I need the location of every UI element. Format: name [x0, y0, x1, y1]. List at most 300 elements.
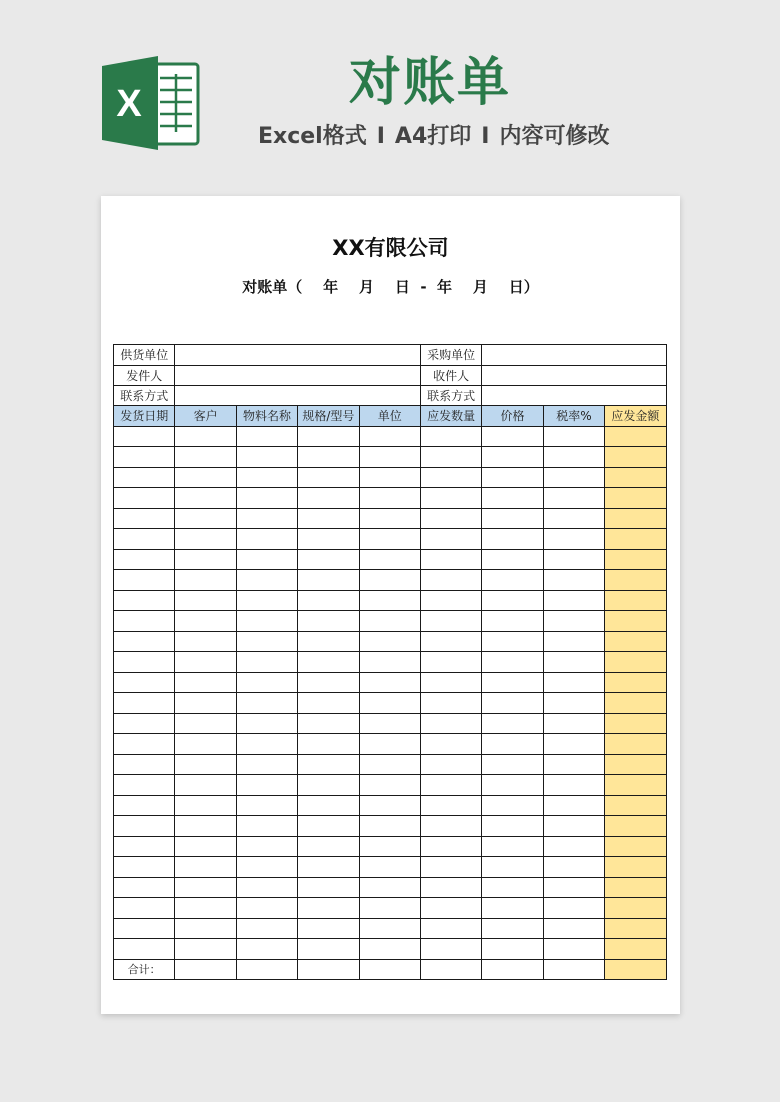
- table-cell[interactable]: [359, 693, 420, 714]
- table-cell[interactable]: [236, 426, 297, 447]
- table-cell[interactable]: [359, 775, 420, 796]
- table-row: [114, 631, 667, 652]
- table-cell[interactable]: [605, 939, 666, 960]
- table-cell[interactable]: [114, 549, 175, 570]
- table-cell[interactable]: [605, 590, 666, 611]
- column-header: 单位: [359, 406, 420, 427]
- info-value-field[interactable]: [482, 386, 666, 407]
- logo-letter: X: [116, 83, 142, 125]
- table-cell[interactable]: [543, 426, 604, 447]
- table-cell[interactable]: [298, 447, 359, 468]
- table-cell[interactable]: [298, 877, 359, 898]
- table-cell[interactable]: [543, 693, 604, 714]
- table-cell[interactable]: [605, 611, 666, 632]
- table-cell[interactable]: [298, 631, 359, 652]
- table-cell[interactable]: [114, 836, 175, 857]
- table-cell[interactable]: [114, 754, 175, 775]
- table-cell[interactable]: [114, 816, 175, 837]
- table-row: [114, 611, 667, 632]
- table-cell[interactable]: [175, 775, 236, 796]
- column-header: 税率%: [543, 406, 604, 427]
- table-cell[interactable]: [175, 426, 236, 447]
- table-cell[interactable]: [298, 488, 359, 509]
- table-cell[interactable]: [236, 775, 297, 796]
- table-cell[interactable]: [114, 590, 175, 611]
- table-cell[interactable]: [175, 939, 236, 960]
- table-cell[interactable]: [420, 467, 481, 488]
- table-cell[interactable]: [298, 611, 359, 632]
- table-cell[interactable]: [420, 672, 481, 693]
- table-cell[interactable]: [236, 713, 297, 734]
- table-cell[interactable]: [543, 836, 604, 857]
- table-cell[interactable]: [114, 795, 175, 816]
- table-cell[interactable]: [298, 693, 359, 714]
- table-cell[interactable]: [482, 918, 543, 939]
- table-cell[interactable]: [543, 816, 604, 837]
- table-row: [114, 775, 667, 796]
- info-value-field[interactable]: [482, 365, 666, 386]
- table-row: [114, 570, 667, 591]
- table-cell[interactable]: [482, 877, 543, 898]
- subtitle: [258, 122, 658, 152]
- table-cell[interactable]: [175, 447, 236, 468]
- table-cell[interactable]: [420, 775, 481, 796]
- table-cell[interactable]: [605, 426, 666, 447]
- table-cell[interactable]: [420, 898, 481, 919]
- table-cell[interactable]: [605, 672, 666, 693]
- table-cell[interactable]: [175, 631, 236, 652]
- table-cell[interactable]: [420, 549, 481, 570]
- table-cell[interactable]: [359, 488, 420, 509]
- table-cell[interactable]: [359, 857, 420, 878]
- total-cell[interactable]: [359, 959, 420, 980]
- table-cell[interactable]: [420, 754, 481, 775]
- table-cell[interactable]: [482, 508, 543, 529]
- table-cell[interactable]: [298, 898, 359, 919]
- table-cell[interactable]: [359, 939, 420, 960]
- table-cell[interactable]: [420, 857, 481, 878]
- column-header-row: [114, 406, 667, 427]
- table-cell[interactable]: [605, 713, 666, 734]
- table-cell[interactable]: [482, 816, 543, 837]
- table-cell[interactable]: [605, 467, 666, 488]
- table-cell[interactable]: [482, 652, 543, 673]
- table-cell[interactable]: [114, 918, 175, 939]
- table-cell[interactable]: [482, 898, 543, 919]
- table-cell[interactable]: [359, 734, 420, 755]
- table-row: [114, 652, 667, 673]
- table-cell[interactable]: [420, 590, 481, 611]
- table-cell[interactable]: [175, 713, 236, 734]
- info-value-field[interactable]: [175, 345, 421, 366]
- table-cell[interactable]: [605, 775, 666, 796]
- table-cell[interactable]: [482, 570, 543, 591]
- table-cell[interactable]: [175, 836, 236, 857]
- table-cell[interactable]: [236, 611, 297, 632]
- info-label: 联系方式: [420, 386, 481, 407]
- table-cell[interactable]: [482, 488, 543, 509]
- banner: [0, 0, 780, 196]
- table-cell[interactable]: [543, 795, 604, 816]
- table-cell[interactable]: [359, 652, 420, 673]
- table-cell[interactable]: [543, 939, 604, 960]
- table-cell[interactable]: [420, 508, 481, 529]
- table-cell[interactable]: [605, 816, 666, 837]
- info-value-field[interactable]: [175, 386, 421, 407]
- table-cell[interactable]: [359, 426, 420, 447]
- table-cell[interactable]: [420, 734, 481, 755]
- table-cell[interactable]: [175, 754, 236, 775]
- table-cell[interactable]: [175, 549, 236, 570]
- table-cell[interactable]: [236, 672, 297, 693]
- table-cell[interactable]: [482, 775, 543, 796]
- table-cell[interactable]: [420, 877, 481, 898]
- table-cell[interactable]: [359, 754, 420, 775]
- table-cell[interactable]: [605, 734, 666, 755]
- table-cell[interactable]: [605, 631, 666, 652]
- info-row: [114, 345, 667, 366]
- table-cell[interactable]: [175, 652, 236, 673]
- column-header: 价格: [482, 406, 543, 427]
- table-row: [114, 467, 667, 488]
- table-cell[interactable]: [359, 877, 420, 898]
- table-row: [114, 672, 667, 693]
- table-cell[interactable]: [298, 467, 359, 488]
- info-row: [114, 365, 667, 386]
- table-cell[interactable]: [420, 816, 481, 837]
- table-cell[interactable]: [298, 754, 359, 775]
- table-cell[interactable]: [236, 570, 297, 591]
- table-row: [114, 590, 667, 611]
- table-cell[interactable]: [605, 898, 666, 919]
- column-header: 应发数量: [420, 406, 481, 427]
- table-cell[interactable]: [605, 918, 666, 939]
- statement-table: [113, 405, 667, 980]
- table-cell[interactable]: [298, 734, 359, 755]
- table-cell[interactable]: [298, 529, 359, 550]
- table-cell[interactable]: [298, 652, 359, 673]
- total-cell[interactable]: [420, 959, 481, 980]
- table-cell[interactable]: [482, 693, 543, 714]
- table-row: [114, 734, 667, 755]
- table-cell[interactable]: [298, 816, 359, 837]
- table-cell[interactable]: [298, 672, 359, 693]
- table-cell[interactable]: [482, 939, 543, 960]
- table-cell[interactable]: [175, 918, 236, 939]
- table-cell[interactable]: [236, 898, 297, 919]
- table-cell[interactable]: [420, 939, 481, 960]
- table-cell[interactable]: [114, 857, 175, 878]
- table-cell[interactable]: [298, 857, 359, 878]
- table-cell[interactable]: [420, 836, 481, 857]
- table-cell[interactable]: [236, 734, 297, 755]
- statement-period: 对账单（ 年 月 日 - 年 月 日）: [242, 278, 539, 296]
- table-cell[interactable]: [298, 590, 359, 611]
- table-cell[interactable]: [420, 488, 481, 509]
- total-label: 合计：: [114, 959, 175, 980]
- table-cell[interactable]: [359, 611, 420, 632]
- table-cell[interactable]: [420, 611, 481, 632]
- table-cell[interactable]: [298, 775, 359, 796]
- subtitle-format: Excel格式: [258, 124, 367, 149]
- info-row: [114, 386, 667, 407]
- table-cell[interactable]: [298, 836, 359, 857]
- table-cell[interactable]: [605, 857, 666, 878]
- table-cell[interactable]: [482, 611, 543, 632]
- table-cell[interactable]: [482, 857, 543, 878]
- table-cell[interactable]: [114, 672, 175, 693]
- table-cell[interactable]: [114, 447, 175, 468]
- table-cell[interactable]: [420, 426, 481, 447]
- table-row: [114, 426, 667, 447]
- table-cell[interactable]: [114, 652, 175, 673]
- table-cell[interactable]: [236, 795, 297, 816]
- table-row: [114, 898, 667, 919]
- table-cell[interactable]: [236, 529, 297, 550]
- table-cell[interactable]: [359, 467, 420, 488]
- table-cell[interactable]: [482, 529, 543, 550]
- table-cell[interactable]: [359, 816, 420, 837]
- table-cell[interactable]: [236, 939, 297, 960]
- table-row: [114, 488, 667, 509]
- total-cell[interactable]: [543, 959, 604, 980]
- info-value-field[interactable]: [482, 345, 666, 366]
- table-cell[interactable]: [605, 488, 666, 509]
- table-cell[interactable]: [543, 734, 604, 755]
- table-cell[interactable]: [605, 652, 666, 673]
- table-cell[interactable]: [605, 529, 666, 550]
- table-cell[interactable]: [543, 611, 604, 632]
- table-row: [114, 918, 667, 939]
- table-cell[interactable]: [359, 508, 420, 529]
- table-cell[interactable]: [605, 447, 666, 468]
- table-cell[interactable]: [114, 467, 175, 488]
- subtitle-editable: 内容可修改: [499, 124, 610, 149]
- table-cell[interactable]: [420, 693, 481, 714]
- table-row: [114, 693, 667, 714]
- table-cell[interactable]: [543, 918, 604, 939]
- info-label: 收件人: [420, 365, 481, 386]
- table-cell[interactable]: [482, 795, 543, 816]
- table-cell[interactable]: [420, 570, 481, 591]
- table-cell[interactable]: [114, 631, 175, 652]
- table-row: [114, 713, 667, 734]
- table-cell[interactable]: [605, 693, 666, 714]
- table-cell[interactable]: [420, 918, 481, 939]
- table-cell[interactable]: [359, 713, 420, 734]
- table-cell[interactable]: [359, 529, 420, 550]
- table-cell[interactable]: [236, 693, 297, 714]
- table-cell[interactable]: [420, 631, 481, 652]
- table-cell[interactable]: [543, 447, 604, 468]
- table-cell[interactable]: [359, 795, 420, 816]
- table-cell[interactable]: [298, 939, 359, 960]
- table-cell[interactable]: [298, 508, 359, 529]
- table-cell[interactable]: [543, 631, 604, 652]
- column-header: 发货日期: [114, 406, 175, 427]
- table-cell[interactable]: [543, 857, 604, 878]
- table-cell[interactable]: [482, 672, 543, 693]
- table-cell[interactable]: [298, 713, 359, 734]
- info-label: 供货单位: [114, 345, 175, 366]
- table-cell[interactable]: [543, 529, 604, 550]
- table-cell[interactable]: [543, 775, 604, 796]
- table-cell[interactable]: [543, 754, 604, 775]
- table-cell[interactable]: [236, 918, 297, 939]
- table-cell[interactable]: [114, 734, 175, 755]
- table-cell[interactable]: [175, 570, 236, 591]
- table-cell[interactable]: [482, 590, 543, 611]
- table-row: [114, 754, 667, 775]
- table-cell[interactable]: [482, 734, 543, 755]
- table-row: [114, 816, 667, 837]
- table-cell[interactable]: [359, 918, 420, 939]
- table-cell[interactable]: [236, 488, 297, 509]
- table-cell[interactable]: [298, 795, 359, 816]
- column-header: 规格/型号: [298, 406, 359, 427]
- table-cell[interactable]: [175, 590, 236, 611]
- table-cell[interactable]: [605, 508, 666, 529]
- table-cell[interactable]: [482, 631, 543, 652]
- table-cell[interactable]: [175, 734, 236, 755]
- table-cell[interactable]: [236, 816, 297, 837]
- table-cell[interactable]: [236, 467, 297, 488]
- table-cell[interactable]: [420, 713, 481, 734]
- company-name: XX有限公司: [332, 236, 449, 260]
- table-cell[interactable]: [175, 898, 236, 919]
- table-cell[interactable]: [175, 877, 236, 898]
- total-cell[interactable]: [175, 959, 236, 980]
- statement-sheet: [113, 344, 667, 980]
- table-cell[interactable]: [482, 549, 543, 570]
- table-cell[interactable]: [298, 549, 359, 570]
- table-cell[interactable]: [359, 447, 420, 468]
- table-cell[interactable]: [543, 549, 604, 570]
- page-title: 对账单: [348, 53, 511, 113]
- table-cell[interactable]: [482, 447, 543, 468]
- total-cell[interactable]: [605, 959, 666, 980]
- table-cell[interactable]: [175, 795, 236, 816]
- table-row: [114, 447, 667, 468]
- table-cell[interactable]: [114, 426, 175, 447]
- table-cell[interactable]: [114, 508, 175, 529]
- table-cell[interactable]: [482, 754, 543, 775]
- table-cell[interactable]: [175, 672, 236, 693]
- table-cell[interactable]: [543, 877, 604, 898]
- table-cell[interactable]: [236, 590, 297, 611]
- table-cell[interactable]: [114, 611, 175, 632]
- table-cell[interactable]: [543, 898, 604, 919]
- table-cell[interactable]: [175, 816, 236, 837]
- table-cell[interactable]: [236, 857, 297, 878]
- table-cell[interactable]: [543, 467, 604, 488]
- table-cell[interactable]: [298, 570, 359, 591]
- table-row: [114, 857, 667, 878]
- table-cell[interactable]: [605, 795, 666, 816]
- total-row: [114, 959, 667, 980]
- table-cell[interactable]: [543, 672, 604, 693]
- table-cell[interactable]: [114, 570, 175, 591]
- column-header: 物料名称: [236, 406, 297, 427]
- total-cell[interactable]: [236, 959, 297, 980]
- table-cell[interactable]: [543, 570, 604, 591]
- total-cell[interactable]: [482, 959, 543, 980]
- table-row: [114, 529, 667, 550]
- table-cell[interactable]: [114, 529, 175, 550]
- table-cell[interactable]: [236, 549, 297, 570]
- table-cell[interactable]: [420, 447, 481, 468]
- table-cell[interactable]: [175, 529, 236, 550]
- table-cell[interactable]: [236, 652, 297, 673]
- table-cell[interactable]: [482, 467, 543, 488]
- table-cell[interactable]: [359, 672, 420, 693]
- table-cell[interactable]: [543, 488, 604, 509]
- table-cell[interactable]: [543, 508, 604, 529]
- table-cell[interactable]: [359, 836, 420, 857]
- table-cell[interactable]: [359, 898, 420, 919]
- excel-logo-icon: [102, 56, 200, 150]
- table-cell[interactable]: [236, 836, 297, 857]
- table-cell[interactable]: [114, 775, 175, 796]
- table-cell[interactable]: [114, 898, 175, 919]
- table-cell[interactable]: [359, 549, 420, 570]
- table-cell[interactable]: [605, 570, 666, 591]
- table-cell[interactable]: [298, 918, 359, 939]
- table-cell[interactable]: [236, 508, 297, 529]
- subtitle-separator: I: [376, 124, 385, 149]
- table-cell[interactable]: [420, 652, 481, 673]
- table-cell[interactable]: [114, 693, 175, 714]
- table-cell[interactable]: [175, 508, 236, 529]
- table-row: [114, 795, 667, 816]
- table-cell[interactable]: [482, 426, 543, 447]
- table-cell[interactable]: [605, 549, 666, 570]
- table-cell[interactable]: [298, 426, 359, 447]
- subtitle-print: A4打印: [394, 124, 472, 149]
- table-cell[interactable]: [175, 488, 236, 509]
- table-cell[interactable]: [543, 652, 604, 673]
- table-cell[interactable]: [175, 857, 236, 878]
- table-row: [114, 508, 667, 529]
- info-label: 联系方式: [114, 386, 175, 407]
- table-cell[interactable]: [359, 631, 420, 652]
- table-cell[interactable]: [175, 693, 236, 714]
- table-cell[interactable]: [114, 877, 175, 898]
- table-cell[interactable]: [605, 754, 666, 775]
- table-cell[interactable]: [114, 939, 175, 960]
- table-cell[interactable]: [359, 590, 420, 611]
- table-cell[interactable]: [236, 754, 297, 775]
- table-cell[interactable]: [420, 795, 481, 816]
- table-cell[interactable]: [114, 713, 175, 734]
- table-cell[interactable]: [175, 611, 236, 632]
- table-cell[interactable]: [482, 836, 543, 857]
- total-cell[interactable]: [298, 959, 359, 980]
- table-cell[interactable]: [605, 836, 666, 857]
- table-cell[interactable]: [543, 713, 604, 734]
- table-cell[interactable]: [175, 467, 236, 488]
- table-cell[interactable]: [236, 631, 297, 652]
- table-cell[interactable]: [543, 590, 604, 611]
- table-cell[interactable]: [114, 488, 175, 509]
- table-cell[interactable]: [236, 447, 297, 468]
- info-value-field[interactable]: [175, 365, 421, 386]
- table-cell[interactable]: [359, 570, 420, 591]
- table-cell[interactable]: [482, 713, 543, 734]
- table-cell[interactable]: [236, 877, 297, 898]
- table-cell[interactable]: [420, 529, 481, 550]
- table-cell[interactable]: [605, 877, 666, 898]
